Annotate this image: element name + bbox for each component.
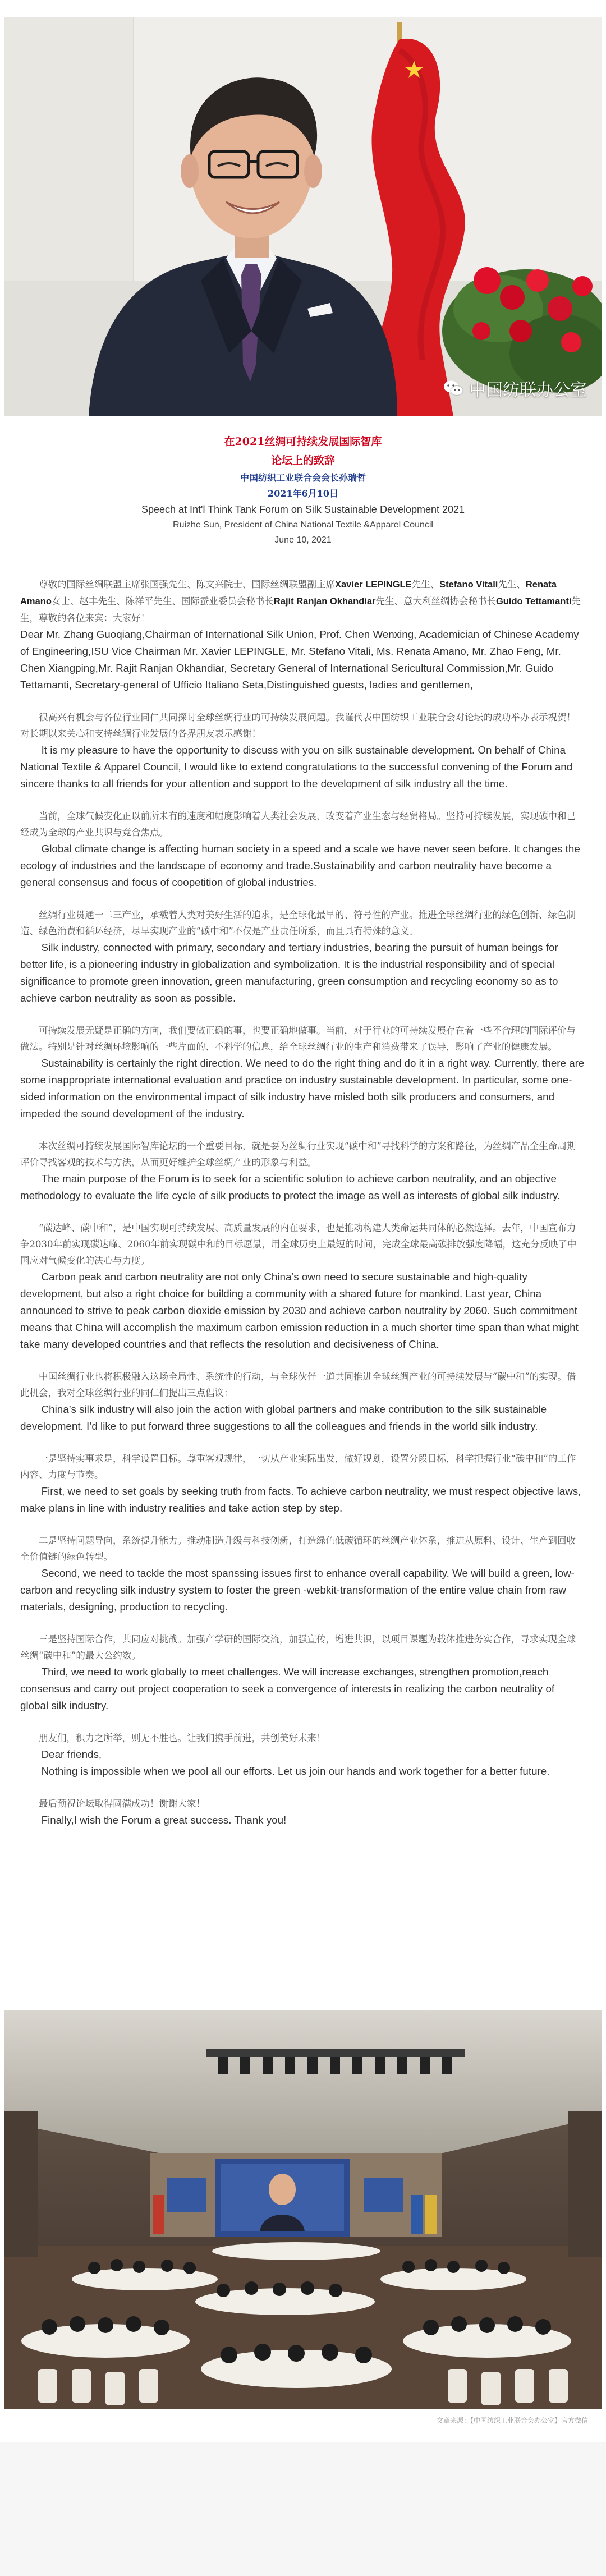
paragraph-en: China’s silk industry will also join the action with global partners and make contribution to the silk sustainable development. I’d like to put forward three suggestions to all the colleagues and friends in the world silk industry. <box>20 1403 547 1432</box>
paragraph-zh: 二是坚持问题导向，系统提升能力。推动制造升级与科技创新，打造绿色低碳循环的丝绸产业体系，推进从原料、设计、生产到回收全价值链的绿色转型。 <box>20 1535 576 1562</box>
paragraph-zh: 一是坚持实事求是，科学设置目标。尊重客观规律，一切从产业实际出发，做好规划，设置分段目标，科学把握行业“碳中和”的工作内容、力度与节奏。 <box>20 1453 576 1480</box>
conference-illustration <box>4 2010 602 2409</box>
date-zh: 2021年6月10日 <box>268 488 338 499</box>
paragraph-zh: 当前，全球气候变化正以前所未有的速度和幅度影响着人类社会发展，改变着产业生态与经贸格局。坚持可持续发展，实现碳中和已经成为全球的产业共识与竞合焦点。 <box>20 811 576 838</box>
speech-body <box>20 576 585 1829</box>
hero-portrait-photo <box>4 17 602 416</box>
date-en: June 10, 2021 <box>274 535 332 545</box>
conference-photo <box>4 2010 602 2409</box>
closing-en-salutation: Dear friends, <box>41 1748 102 1760</box>
title-zh-line-1: 在2021丝绸可持续发展国际智库 <box>224 435 382 448</box>
speaker-zh: 中国纺织工业联合会会长孙瑞哲 <box>240 472 366 483</box>
greeting-zh: 尊敬的国际丝绸联盟主席张国强先生、陈文兴院士、国际丝绸联盟副主席Xavier LEPINGLE先生、Stefano Vitali先生、Renata Amano女士、赵丰先生、陈祥平先生、国际蚕业委员会秘书长Rajit Ranjan Okhandiar先生、意大利丝绸协会秘书长Guido Tettamanti先生，尊敬的各位来宾：大家好！ <box>20 579 581 623</box>
watermark <box>443 376 587 401</box>
paragraph-zh: 丝绸行业贯通一二三产业，承载着人类对美好生活的追求，是全球化最早的、符号性的产业。推进全球丝绸行业的绿色创新、绿色制造、绿色消费和循环经济，尽早实现产业的“碳中和”不仅是产业责任所系，而且具有特殊的意义。 <box>20 910 576 936</box>
paragraph-en: Sustainability is certainly the right direction. We need to do the right thing and do it in a right way. Currently, there are some inappropriate international evaluation and practice on industry sustainable development. In particular, some one-sided information on the environmental impact of silk industry have misled both silk producers and consumers, and impeded the sound development of the industry. <box>20 1057 585 1119</box>
closing-zh: 最后预祝论坛取得圆满成功！谢谢大家！ <box>39 1798 205 1809</box>
watermark-text: 中国纺联办公室 <box>469 380 587 400</box>
closing-zh: 朋友们，积力之所举，则无不胜也。让我们携手前进，共创美好未来！ <box>39 1733 326 1743</box>
footer-band <box>0 2442 606 2576</box>
paragraph-zh: “碳达峰、碳中和”，是中国实现可持续发展、高质量发展的内在要求，也是推动构建人类命运共同体的必然选择。去年，中国宣布力争2030年前实现碳达峰、2060年前实现碳中和的目标愿景，用全球历史上最短的时间，完成全球最高碳排放强度降幅，这充分反映了中国应对气候变化的决心与力度。 <box>20 1223 577 1266</box>
article-source-caption: 文章来源：【中国纺织工业联合会办公室】官方微信 <box>436 2417 588 2425</box>
greeting-en: Dear Mr. Zhang Guoqiang,Chairman of International Silk Union, Prof. Chen Wenxing, Academician of Chinese Academy of Engineering,ISU Vice Chairman Mr. Xavier LEPINGLE, Mr. Stefano Vitali, Ms. Renata Amano, Mr. Zhao Feng, Mr. Chen Xiangping,Mr. Rajit Ranjan Okhandiar, Secretary General of International Sericultural Commission,Mr. Guido Tettamanti, Secretary-general of Ufficio Italiano Seta,Distinguished guests, ladies and gentlemen, <box>20 628 579 691</box>
title-zh-line-2: 论坛上的致辞 <box>270 454 335 467</box>
paragraph-zh: 可持续发展无疑是正确的方向，我们要做正确的事，也要正确地做事。当前，对于行业的可持续发展存在着一些不合理的国际评价与做法。特别是针对丝绸环境影响的一些片面的、不科学的信息，给全球丝绸行业的生产和消费带来了误导，影响了产业的健康发展。 <box>20 1025 576 1052</box>
paragraph-en: Silk industry, connected with primary, secondary and tertiary industries, bearing the pursuit of human beings for better life, is a pioneering industry in globalization and symbolization. It is the industrial responsibility and of special significance to promote green innovation, green manufacturing, green consumption and recycling economy so as to achieve carbon neutrality as soon as possible. <box>20 942 558 1004</box>
wechat-icon <box>443 379 463 397</box>
paragraph-en: First, we need to set goals by seeking truth from facts. To achieve carbon neutrality, we must respect objective laws, make plans in line with industry realities and take action step by step. <box>20 1485 581 1514</box>
paragraph-en: Global climate change is affecting human society in a speed and a scale we have never seen before. It changes the ecology of industries and the landscape of economy and trade.Sustainability and carbon neutrality have become a general consensus and focus of coopetition of global industries. <box>20 843 580 888</box>
paragraph-en: The main purpose of the Forum is to seek for a scientific solution to achieve carbon neutrality, and an objective methodology to evaluate the life cycle of silk products to protect the image as well as interests of global silk industry. <box>20 1173 561 1201</box>
paragraph-zh: 很高兴有机会与各位行业同仁共同探讨全球丝绸行业的可持续发展问题。我谨代表中国纺织工业联合会对论坛的成功举办表示祝贺！对长期以来关心和支持丝绸行业发展的各界朋友表示感谢！ <box>20 712 576 739</box>
portrait-illustration <box>4 17 602 416</box>
closing-en: Nothing is impossible when we pool all our efforts. Let us join our hands and work together for a better future. <box>41 1765 550 1777</box>
paragraph-en: It is my pleasure to have the opportunity to discuss with you on silk sustainable development. On behalf of China National Textile & Apparel Council, I would like to extend congratulations to the successful convening of the Forum and sincere thanks to all friends for your attention and support to the development of silk industry all the time. <box>20 744 573 789</box>
speaker-en: Ruizhe Sun, President of China National Textile &Apparel Council <box>173 520 433 530</box>
closing-en: Finally,I wish the Forum a great success. Thank you! <box>41 1814 287 1826</box>
paragraph-en: Third, we need to work globally to meet challenges. We will increase exchanges, strengthen promotion,reach consensus and carry out project cooperation to seek a convergence of interests in realizing the carbon neutrality of global silk industry. <box>20 1666 555 1711</box>
paragraph-en: Carbon peak and carbon neutrality are not only China’s own need to secure sustainable and high-quality development, but also a right choice for building a community with a shared future for mankind. Last year, China announced to strive to peak carbon dioxide emission by 2030 and achieve carbon neutrality by 2060. Such commitment means that China will accomplish the maximum carbon emission reduction in a much shorter time span than what might take many developed countries and that reflects the resolution and decisiveness of China. <box>20 1271 579 1350</box>
paragraph-zh: 本次丝绸可持续发展国际智库论坛的一个重要目标，就是要为丝绸行业实现“碳中和”寻找科学的方案和路径，为丝绸产品全生命周期评价寻找客观的技术与方法，从而更好维护全球丝绸产业的形象与利益。 <box>20 1141 576 1168</box>
article-title-block <box>0 432 606 548</box>
paragraph-zh: 中国丝绸行业也将积极融入这场全局性、系统性的行动，与全球伙伴一道共同推进全球丝绸产业的可持续发展与“碳中和”的实现。借此机会，我对全球丝绸行业的同仁们提出三点倡议： <box>20 1371 576 1398</box>
title-en: Speech at Int'l Think Tank Forum on Silk Sustainable Development 2021 <box>141 504 465 515</box>
paragraph-zh: 三是坚持国际合作，共同应对挑战。加强产学研的国际交流，加强宣传，增进共识，以项目课题为载体推进务实合作，寻求实现全球丝绸“碳中和”的最大公约数。 <box>20 1634 576 1661</box>
paragraph-en: Second, we need to tackle the most spanssing issues first to enhance overall capability. We will build a green, low-carbon and recycling silk industry system to foster the green -webkit-transformation of the entire value chain from raw materials, designing, production to recycling. <box>20 1567 575 1613</box>
